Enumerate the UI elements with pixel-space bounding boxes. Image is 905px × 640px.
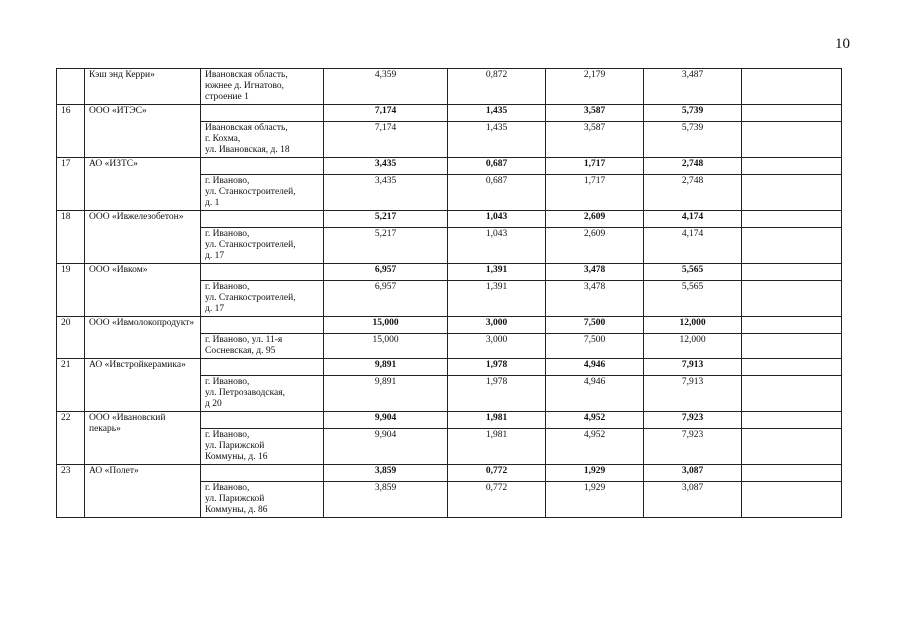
- value-cell-v4: 5,565: [644, 281, 742, 317]
- value-cell-v3: 1,717: [546, 175, 644, 211]
- address-line: ул. Петрозаводская,: [205, 388, 286, 398]
- value-cell-v1: 15,000: [324, 334, 448, 359]
- value-cell-v3: 2,179: [546, 69, 644, 105]
- value-cell-v4: 3,087: [644, 482, 742, 518]
- value-cell-v1: 6,957: [324, 281, 448, 317]
- address-line: г. Иваново,: [205, 282, 250, 292]
- value-cell-v2: 1,043: [448, 211, 546, 228]
- value-cell-v5: [742, 122, 842, 158]
- row-number: 23: [57, 465, 85, 518]
- value-cell-v2: 1,391: [448, 264, 546, 281]
- value-cell-v3: 2,609: [546, 228, 644, 264]
- org-summary-row: [57, 264, 842, 281]
- value-cell-v3: 4,946: [546, 376, 644, 412]
- address-line: ул. Станкостроителей,: [205, 240, 296, 250]
- organization-name: АО «Ивстройкерамика»: [85, 359, 201, 412]
- value-cell-v5: [742, 105, 842, 122]
- address-cell: [201, 281, 324, 317]
- address-line: Ивановская область,: [205, 70, 288, 80]
- value-cell-v3: 7,500: [546, 317, 644, 334]
- value-cell-v2: 3,000: [448, 334, 546, 359]
- value-cell-v5: [742, 264, 842, 281]
- value-cell-v1: 5,217: [324, 211, 448, 228]
- address-line: г. Иваново, ул. 11-я: [205, 335, 283, 345]
- value-cell-v5: [742, 69, 842, 105]
- value-cell-v1: 9,891: [324, 359, 448, 376]
- value-cell-v4: 7,913: [644, 359, 742, 376]
- table-row: [57, 69, 842, 105]
- value-cell-v2: 1,435: [448, 122, 546, 158]
- value-cell-v5: [742, 412, 842, 429]
- value-cell-v2: 0,772: [448, 465, 546, 482]
- address-cell: [201, 264, 324, 281]
- page-number: 10: [835, 36, 850, 52]
- value-cell-v5: [742, 211, 842, 228]
- value-cell-v2: 1,981: [448, 412, 546, 429]
- organization-name: АО «Полет»: [85, 465, 201, 518]
- value-cell-v2: 0,872: [448, 69, 546, 105]
- value-cell-v4: 5,565: [644, 264, 742, 281]
- organization-name: ООО «Ивановский пекарь»: [85, 412, 201, 465]
- address-line: южнее д. Игнатово,: [205, 81, 285, 91]
- organization-name: АО «ИЗТС»: [85, 158, 201, 211]
- value-cell-v3: 3,587: [546, 105, 644, 122]
- value-cell-v5: [742, 175, 842, 211]
- value-cell-v3: 3,478: [546, 281, 644, 317]
- address-line: г. Иваново,: [205, 483, 250, 493]
- value-cell-v4: 7,923: [644, 429, 742, 465]
- value-cell-v2: 0,687: [448, 158, 546, 175]
- value-cell-v5: [742, 334, 842, 359]
- value-cell-v2: 1,978: [448, 376, 546, 412]
- address-line: г. Иваново,: [205, 377, 250, 387]
- value-cell-v3: 4,946: [546, 359, 644, 376]
- address-cell: [201, 228, 324, 264]
- org-summary-row: [57, 317, 842, 334]
- organization-name: ООО «Ивжелезобетон»: [85, 211, 201, 264]
- value-cell-v3: 2,609: [546, 211, 644, 228]
- address-line: Сосневская, д. 95: [205, 346, 276, 356]
- value-cell-v2: 1,978: [448, 359, 546, 376]
- address-cell: [201, 482, 324, 518]
- address-line: д. 1: [205, 198, 220, 208]
- value-cell-v1: 9,891: [324, 376, 448, 412]
- value-cell-v3: 1,929: [546, 465, 644, 482]
- emissions-table: [56, 68, 842, 518]
- address-cell: [201, 69, 324, 105]
- address-line: г. Кохма,: [205, 134, 241, 144]
- address-line: ул. Ивановская, д. 18: [205, 145, 290, 155]
- address-cell: [201, 122, 324, 158]
- organization-name: Кэш энд Керри»: [85, 69, 201, 105]
- address-line: Коммуны, д. 86: [205, 505, 268, 515]
- value-cell-v4: 5,739: [644, 105, 742, 122]
- value-cell-v1: 3,435: [324, 158, 448, 175]
- address-line: д. 17: [205, 251, 225, 261]
- value-cell-v3: 4,952: [546, 412, 644, 429]
- address-cell: [201, 376, 324, 412]
- value-cell-v5: [742, 376, 842, 412]
- address-line: ул. Станкостроителей,: [205, 187, 296, 197]
- value-cell-v4: 7,923: [644, 412, 742, 429]
- value-cell-v2: 0,772: [448, 482, 546, 518]
- value-cell-v3: 3,587: [546, 122, 644, 158]
- org-summary-row: [57, 211, 842, 228]
- org-summary-row: [57, 105, 842, 122]
- address-line: д. 17: [205, 304, 225, 314]
- value-cell-v3: 1,717: [546, 158, 644, 175]
- value-cell-v1: 15,000: [324, 317, 448, 334]
- address-line: строение 1: [205, 92, 249, 102]
- address-cell: [201, 412, 324, 429]
- value-cell-v5: [742, 158, 842, 175]
- address-cell: [201, 175, 324, 211]
- value-cell-v2: 1,043: [448, 228, 546, 264]
- value-cell-v1: 3,435: [324, 175, 448, 211]
- org-summary-row: [57, 359, 842, 376]
- address-line: ул. Парижской: [205, 494, 265, 504]
- org-summary-row: [57, 465, 842, 482]
- address-line: д 20: [205, 399, 222, 409]
- value-cell-v4: 5,739: [644, 122, 742, 158]
- value-cell-v5: [742, 359, 842, 376]
- value-cell-v4: 2,748: [644, 175, 742, 211]
- address-cell: [201, 429, 324, 465]
- address-cell: [201, 334, 324, 359]
- value-cell-v1: 7,174: [324, 105, 448, 122]
- value-cell-v1: 9,904: [324, 412, 448, 429]
- value-cell-v5: [742, 317, 842, 334]
- value-cell-v4: 12,000: [644, 317, 742, 334]
- value-cell-v1: 3,859: [324, 465, 448, 482]
- value-cell-v3: 7,500: [546, 334, 644, 359]
- value-cell-v2: 1,981: [448, 429, 546, 465]
- row-number: 20: [57, 317, 85, 359]
- value-cell-v5: [742, 465, 842, 482]
- row-number: 19: [57, 264, 85, 317]
- value-cell-v3: 3,478: [546, 264, 644, 281]
- value-cell-v2: 0,687: [448, 175, 546, 211]
- org-summary-row: [57, 412, 842, 429]
- address-line: Ивановская область,: [205, 123, 288, 133]
- address-line: г. Иваново,: [205, 176, 250, 186]
- address-line: ул. Станкостроителей,: [205, 293, 296, 303]
- address-line: г. Иваново,: [205, 430, 250, 440]
- value-cell-v4: 4,174: [644, 228, 742, 264]
- value-cell-v1: 3,859: [324, 482, 448, 518]
- value-cell-v1: 5,217: [324, 228, 448, 264]
- value-cell-v2: 1,391: [448, 281, 546, 317]
- table-body: [57, 69, 842, 518]
- value-cell-v2: 1,435: [448, 105, 546, 122]
- value-cell-v1: 4,359: [324, 69, 448, 105]
- value-cell-v3: 1,929: [546, 482, 644, 518]
- row-number: 18: [57, 211, 85, 264]
- row-number: 22: [57, 412, 85, 465]
- address-cell: [201, 359, 324, 376]
- value-cell-v4: 7,913: [644, 376, 742, 412]
- value-cell-v5: [742, 482, 842, 518]
- value-cell-v5: [742, 228, 842, 264]
- address-cell: [201, 158, 324, 175]
- value-cell-v2: 3,000: [448, 317, 546, 334]
- value-cell-v5: [742, 429, 842, 465]
- row-number: 16: [57, 105, 85, 158]
- row-number: 21: [57, 359, 85, 412]
- organization-name: ООО «Ивком»: [85, 264, 201, 317]
- value-cell-v3: 4,952: [546, 429, 644, 465]
- organization-name: ООО «ИТЭС»: [85, 105, 201, 158]
- row-number: 17: [57, 158, 85, 211]
- address-line: г. Иваново,: [205, 229, 250, 239]
- address-line: ул. Парижской: [205, 441, 265, 451]
- value-cell-v1: 7,174: [324, 122, 448, 158]
- address-line: Коммуны, д. 16: [205, 452, 268, 462]
- address-cell: [201, 105, 324, 122]
- value-cell-v4: 4,174: [644, 211, 742, 228]
- org-summary-row: [57, 158, 842, 175]
- value-cell-v4: 2,748: [644, 158, 742, 175]
- organization-name: ООО «Ивмолокопродукт»: [85, 317, 201, 359]
- address-cell: [201, 317, 324, 334]
- address-cell: [201, 211, 324, 228]
- row-number: [57, 69, 85, 105]
- value-cell-v4: 3,087: [644, 465, 742, 482]
- value-cell-v4: 3,487: [644, 69, 742, 105]
- value-cell-v1: 6,957: [324, 264, 448, 281]
- value-cell-v5: [742, 281, 842, 317]
- value-cell-v4: 12,000: [644, 334, 742, 359]
- value-cell-v1: 9,904: [324, 429, 448, 465]
- address-cell: [201, 465, 324, 482]
